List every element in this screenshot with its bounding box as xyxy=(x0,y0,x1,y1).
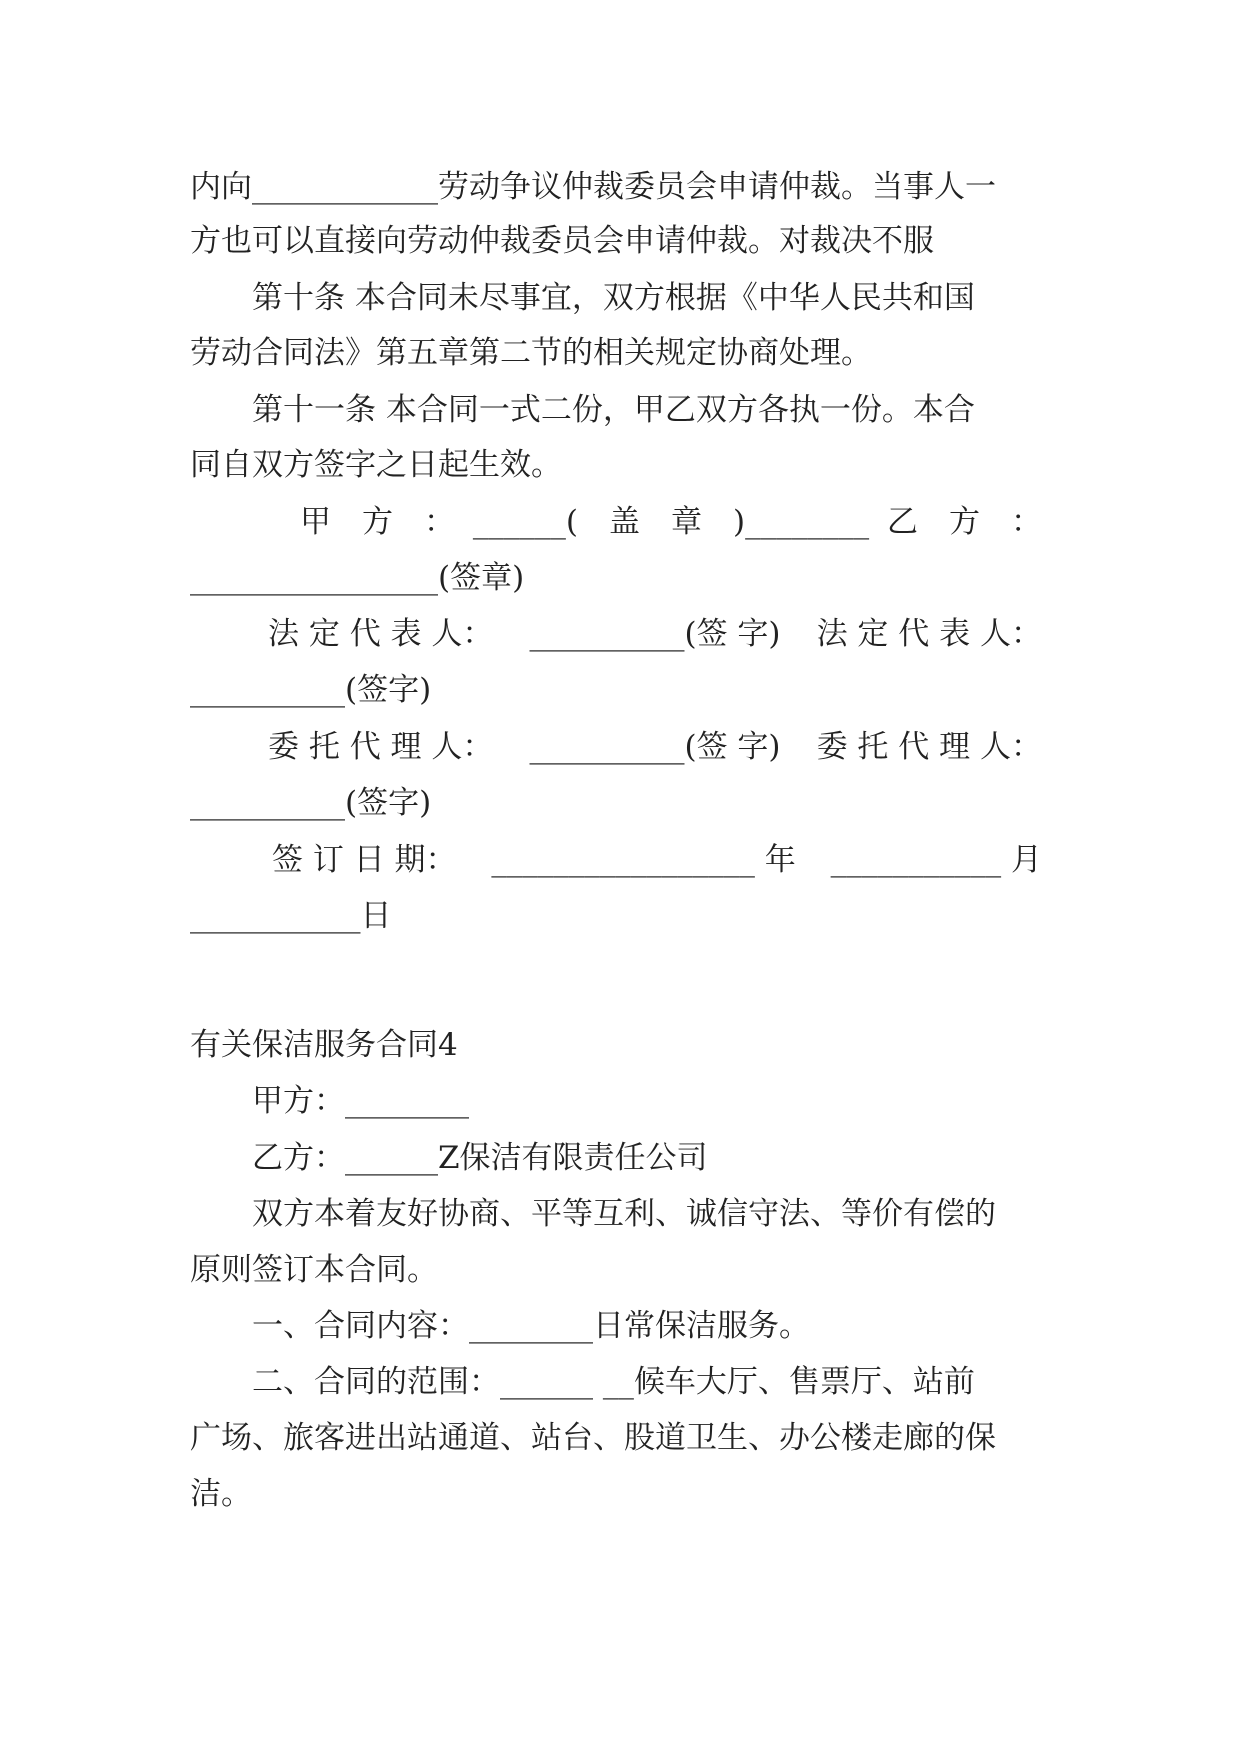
contract-content: 一、合同内容：________日常保洁服务。 xyxy=(252,1308,810,1344)
agent-b-field: __________(签字) xyxy=(190,785,432,821)
text-line: 原则签订本合同。 xyxy=(190,1252,438,1288)
text-line: 洁。 xyxy=(190,1476,252,1512)
agent-b-label: 委 托 代 理 人： xyxy=(816,729,1042,765)
sign-date-label: 签 订 日 期： xyxy=(272,842,457,878)
text-line: 广场、旅客进出站通道、站台、股道卫生、办公楼走廊的保 xyxy=(190,1420,996,1456)
sign-date-year: _________________ 年 xyxy=(491,842,796,878)
article-eleven: 第十一条 本合同一式二份，甲乙双方各执一份。本合 xyxy=(252,392,975,428)
text-line: 方也可以直接向劳动仲裁委员会申请仲裁。对裁决不服 xyxy=(190,223,934,259)
section-title: 有关保洁服务合同4 xyxy=(190,1027,458,1063)
agent-a-label: 委 托 代 理 人： xyxy=(268,729,494,765)
text-line: 内向____________劳动争议仲裁委员会申请仲裁。当事人一 xyxy=(190,169,996,205)
legal-rep-a-label: 法 定 代 表 人： xyxy=(268,616,494,652)
party-a-field: 甲方：________ xyxy=(252,1083,469,1119)
text-line: 同自双方签字之日起生效。 xyxy=(190,447,562,483)
legal-rep-line xyxy=(268,614,1042,654)
party-a-label: 甲 方 ： xyxy=(300,504,455,540)
legal-rep-b-label: 法 定 代 表 人： xyxy=(816,616,1042,652)
article-ten: 第十条 本合同未尽事宜，双方根据《中华人民共和国 xyxy=(252,280,975,316)
party-b-field: 乙方：______Z保洁有限责任公司 xyxy=(252,1140,708,1176)
contract-scope: 二、合同的范围：______ __候车大厅、售票厅、站前 xyxy=(252,1364,975,1400)
text-line: 劳动合同法》第五章第二节的相关规定协商处理。 xyxy=(190,335,872,371)
legal-rep-b-field: __________(签字) xyxy=(190,672,432,708)
sign-date-day: ___________日 xyxy=(190,898,392,934)
sign-date-month: ___________ 月 xyxy=(830,842,1042,878)
party-a-signature-line xyxy=(300,502,1042,542)
text-line: 双方本着友好协商、平等互利、诚信守法、等价有偿的 xyxy=(252,1196,996,1232)
party-b-label: 乙 方 ： xyxy=(886,504,1042,540)
agent-line xyxy=(268,727,1042,767)
legal-rep-a-field: __________(签 字) xyxy=(529,616,781,652)
party-a-seal-field: ______( 盖 章 )________ xyxy=(472,504,870,540)
sign-date-line xyxy=(272,840,1042,880)
party-b-seal-field: ________________(签章) xyxy=(190,560,525,596)
agent-a-field: __________(签 字) xyxy=(529,729,781,765)
